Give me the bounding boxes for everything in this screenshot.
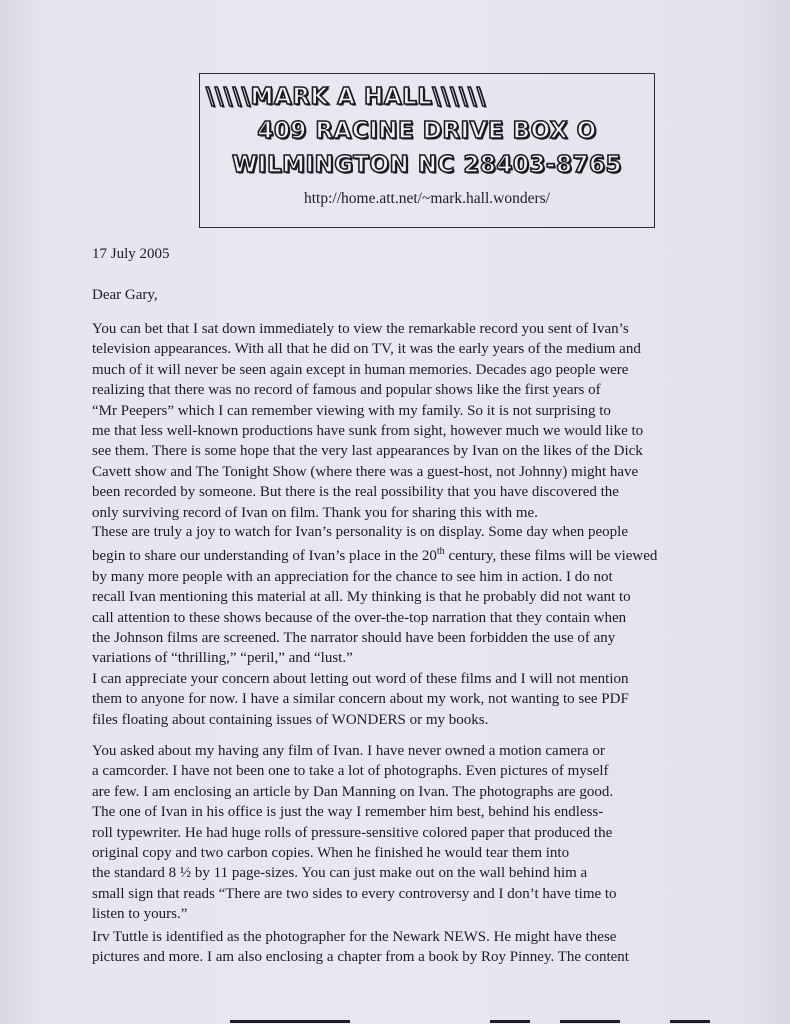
paragraph-3 — [92, 669, 712, 730]
text-line: Cavett show and The Tonight Show (where there was a guest-host, not Johnny) might have — [92, 463, 639, 480]
text-line: “Mr Peepers” which I can remember viewing with my family. So it is not surprising to — [92, 402, 611, 419]
text-line: You can bet that I sat down immediately to view the remarkable record you sent of Ivan’s — [92, 321, 629, 337]
text-line: roll typewriter. He had huge rolls of pressure-sensitive colored paper that produced the — [92, 824, 613, 841]
text-line: see them. There is some hope that the very last appearances by Ivan on the likes of the Dick — [92, 443, 643, 460]
text-line: listen to yours.” — [92, 906, 188, 923]
text-line: the Johnson films are screened. The narrator should have been forbidden the use of any — [92, 630, 616, 647]
letterhead-url: http://home.att.net/~mark.hall.wonders/ — [303, 190, 550, 207]
text-line: variations of “thrilling,” “peril,” and “lust.” — [92, 650, 353, 667]
text-line: television appearances. With all that he did on TV, it was the early years of the medium and — [92, 341, 641, 358]
text-line: call attention to these shows because of the over-the-top narration that they contain when — [92, 609, 627, 626]
text-line: The one of Ivan in his office is just the way I remember him best, behind his endless- — [92, 804, 604, 821]
text-line: the standard 8 ½ by 11 page-sizes. You can just make out on the wall behind him a — [92, 865, 588, 882]
text-line: a camcorder. I have not been one to take a lot of photographs. Even pictures of myself — [92, 763, 609, 780]
text-line: pictures and more. I am also enclosing a chapter from a book by Roy Pinney. The content — [92, 949, 629, 966]
text-line: small sign that reads “There are two sides to every controversy and I don’t have time to — [92, 885, 617, 902]
text-line: are few. I am enclosing an article by Dan Manning on Ivan. The photographs are good. — [92, 783, 614, 800]
letterhead-city: WILMINGTON NC 28403-8765 — [232, 152, 622, 178]
text-line: These are truly a joy to watch for Ivan’s personality is on display. Some day when people — [92, 524, 628, 540]
text-line: begin to share our understanding of Ivan’s place in the 20th century, these films will be viewed — [92, 546, 658, 565]
text-line: files floating about containing issues of WONDERS or my books. — [92, 711, 489, 728]
paragraph-2 — [92, 522, 712, 669]
bottom-edge-marks — [200, 1018, 790, 1024]
text-line: realizing that there was no record of famous and popular shows like the first years of — [92, 382, 601, 399]
text-line: original copy and two carbon copies. When he finished he would tear them into — [92, 845, 570, 862]
text-line: I can appreciate your concern about letting out word of these films and I will not mention — [92, 671, 629, 687]
letterhead-box — [199, 73, 655, 228]
paragraph-5 — [92, 927, 712, 968]
text-line: Irv Tuttle is identified as the photographer for the Newark NEWS. He might have these — [92, 929, 617, 945]
letterhead-street: 409 RACINE DRIVE BOX O — [257, 118, 597, 144]
text-line: recall Ivan mentioning this material at all. My thinking is that he probably did not want to — [92, 589, 631, 606]
text-line: them to anyone for now. I have a similar concern about my work, not wanting to see PDF — [92, 691, 629, 708]
salutation: Dear Gary, — [92, 287, 158, 303]
text-line: by many more people with an appreciation for the chance to see him in action. I do not — [92, 568, 613, 585]
paragraph-1 — [92, 319, 712, 523]
letter-date: 17 July 2005 — [92, 246, 170, 262]
letterhead-name: \\\\\MARK A HALL\\\\\\ — [206, 84, 486, 110]
text-line: much of it will never be seen again except in human memories. Decades ago people were — [92, 361, 629, 378]
text-line: You asked about my having any film of Ivan. I have never owned a motion camera or — [92, 743, 605, 759]
text-line: only surviving record of Ivan on film. Thank you for sharing this with me. — [92, 504, 538, 521]
text-line: been recorded by someone. But there is the real possibility that you have discovered the — [92, 484, 619, 501]
text-line: me that less well-known productions have sunk from sight, however much we would like to — [92, 423, 644, 440]
paragraph-4 — [92, 741, 712, 925]
